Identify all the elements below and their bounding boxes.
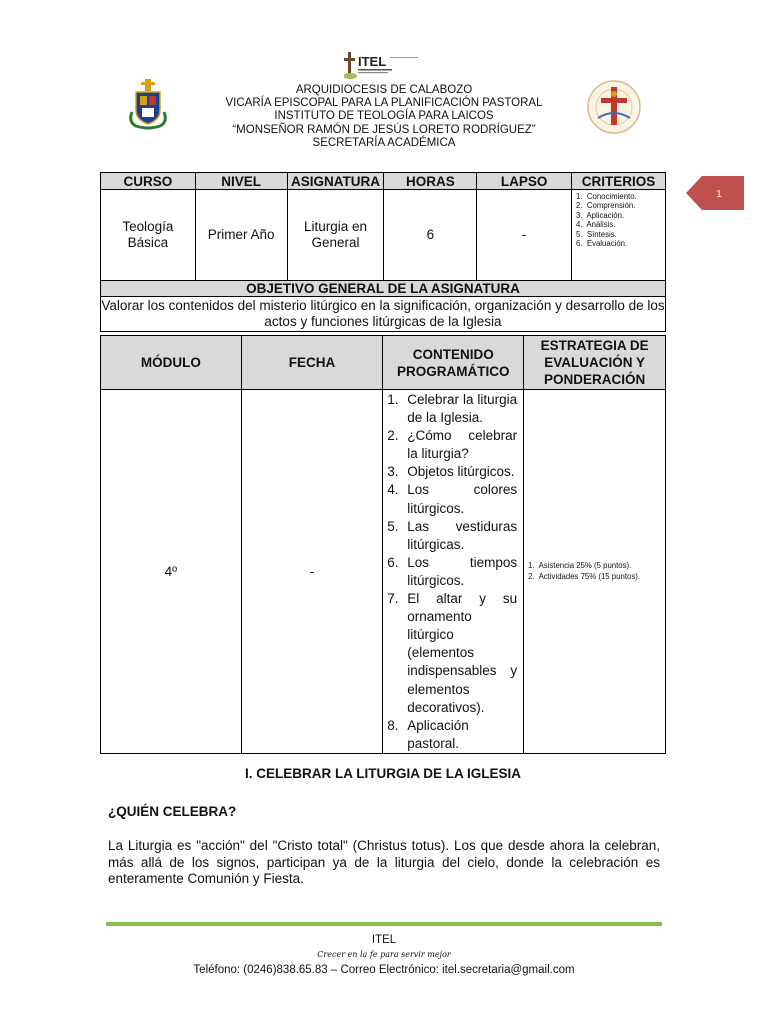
- header-curso: CURSO: [101, 173, 196, 190]
- page-number: 1: [716, 189, 722, 200]
- criterio-item: 6. Evaluación.: [576, 239, 628, 249]
- curso-value: [101, 190, 196, 281]
- body-paragraph: La Liturgia es "acción" del "Cristo total" (Christus totus). Los que desde ahora la celebran, más allá de los signos, participan ya de la liturgia del cielo, donde la celebración es enteramente Comunión y Fiesta.: [108, 838, 660, 886]
- institute-seal-icon: [586, 78, 642, 136]
- course-info-table: [100, 172, 666, 332]
- criterio-item: 5. Síntesis.: [576, 229, 617, 239]
- institution-header: [200, 84, 568, 150]
- header-line-1: ARQUIDIOCESIS DE CALABOZO: [295, 84, 473, 96]
- asignatura-value: [287, 190, 384, 281]
- header-estrategia: ESTRATEGIA DE EVALUACIÓN Y PONDERACIÓN: [524, 336, 666, 390]
- criterio-text: Comprensión.: [586, 201, 636, 211]
- footer-contact: Teléfono: (0246)838.65.83 – Correo Electrónico: itel.secretaria@gmail.com: [193, 964, 575, 976]
- criterios-list: [572, 190, 665, 248]
- criterio-item: 1. Conocimiento.: [576, 192, 637, 201]
- estrategia-cell: [524, 390, 666, 754]
- header-nivel: NIVEL: [195, 173, 287, 190]
- criterios-cell: [572, 190, 666, 281]
- criterio-item: 2. Comprensión.: [576, 201, 636, 211]
- section-subtitle: ¿QUIÉN CELEBRA?: [108, 804, 237, 819]
- footer-org: ITEL: [371, 934, 397, 946]
- header-criterios: CRITERIOS: [572, 173, 666, 190]
- lapso-value: -: [477, 190, 572, 281]
- header-line-4: “MONSEÑOR RAMÓN DE JESÚS LORETO RODRÍGUEZ”: [232, 123, 536, 136]
- horas-value: 6: [384, 190, 477, 281]
- fecha-value: -: [241, 390, 383, 754]
- header-asignatura: ASIGNATURA: [287, 173, 384, 190]
- header-horas: HORAS: [384, 173, 477, 190]
- contenido-item: 5. Las vestiduras litúrgicas.: [387, 518, 517, 554]
- page-number-marker[interactable]: [686, 176, 744, 210]
- objetivo-heading: OBJETIVO GENERAL DE LA ASIGNATURA: [101, 281, 666, 297]
- contenido-item: 2. ¿Cómo celebrar la liturgia?: [387, 427, 517, 463]
- contenido-item: 6. Los tiempos litúrgicos.: [387, 554, 517, 590]
- objetivo-text: Valorar los contenidos del misterio litúrgico en la significación, organización y desarrollo de los actos y funciones litúrgicas de la Iglesia: [101, 297, 666, 332]
- contenido-text: Los tiempos litúrgicos.: [407, 554, 518, 588]
- estrategia-text: Asistencia 25% (5 puntos).: [538, 561, 632, 571]
- header-modulo: MÓDULO: [101, 336, 242, 390]
- criterio-item: 4. Análisis.: [576, 220, 616, 230]
- header-fecha: FECHA: [241, 336, 383, 390]
- criterio-text: Aplicación.: [586, 210, 625, 220]
- contenido-text: Celebrar la liturgia de la Iglesia.: [407, 392, 518, 426]
- contenido-cell: [383, 390, 524, 754]
- modulo-value: 4º: [101, 390, 242, 754]
- criterio-text: Conocimiento.: [586, 192, 637, 201]
- estrategia-item: 2. Actividades 75% (15 puntos).: [528, 572, 640, 582]
- contenido-item: 8. Aplicación pastoral.: [387, 717, 517, 753]
- header-line-5: SECRETARÍA ACADÉMICA: [312, 136, 456, 149]
- itel-logo-text: ITEL: [358, 54, 387, 69]
- itel-logo: [344, 48, 422, 80]
- footer-divider: [106, 922, 662, 926]
- criterio-item: 3. Aplicación.: [576, 210, 625, 220]
- curso-text: Teología Básica: [122, 219, 174, 250]
- estrategia-text: Actividades 75% (15 puntos).: [538, 572, 640, 582]
- contenido-item: 4. Los colores litúrgicos.: [387, 481, 517, 517]
- header-lapso: LAPSO: [477, 173, 572, 190]
- contenido-text: Los colores litúrgicos.: [407, 482, 518, 516]
- contenido-text: ¿Cómo celebrar la liturgia?: [407, 428, 518, 462]
- contenido-item: 1. Celebrar la liturgia de la Iglesia.: [387, 391, 517, 427]
- criterio-text: Evaluación.: [586, 239, 628, 249]
- header-line-3: INSTITUTO DE TEOLOGÍA PARA LAICOS: [274, 110, 494, 123]
- nivel-value: Primer Año: [195, 190, 287, 281]
- criterio-text: Síntesis.: [586, 229, 617, 239]
- estrategia-item: 1. Asistencia 25% (5 puntos).: [528, 561, 632, 571]
- contenido-text: Aplicación pastoral.: [407, 717, 469, 751]
- contenido-item: 3. Objetos litúrgicos.: [387, 463, 517, 481]
- module-table: [100, 335, 666, 754]
- contenido-text: El altar y su ornamento litúrgico (elementos indispensables y elementos decorativos).: [407, 591, 518, 715]
- contenido-item: 7. El altar y su ornamento litúrgico (elementos indispensables y elementos decorativos).: [387, 590, 517, 717]
- header-contenido: CONTENIDO PROGRAMÁTICO: [383, 336, 524, 390]
- contenido-text: Las vestiduras litúrgicas.: [407, 518, 518, 552]
- header-line-2: VICARÍA EPISCOPAL PARA LA PLANIFICACIÓN PASTORAL: [225, 97, 543, 110]
- contenido-list: [383, 390, 523, 753]
- archdiocese-crest-icon: [126, 78, 170, 130]
- estrategia-list: [524, 560, 665, 582]
- section-title: I. CELEBRAR LA LITURGIA DE LA IGLESIA: [245, 766, 521, 781]
- footer-motto: Crecer en la fe para servir mejor: [317, 950, 451, 959]
- asignatura-text: Liturgia en General: [303, 219, 368, 250]
- criterio-text: Análisis.: [586, 220, 616, 230]
- contenido-text: Objetos litúrgicos.: [407, 464, 515, 480]
